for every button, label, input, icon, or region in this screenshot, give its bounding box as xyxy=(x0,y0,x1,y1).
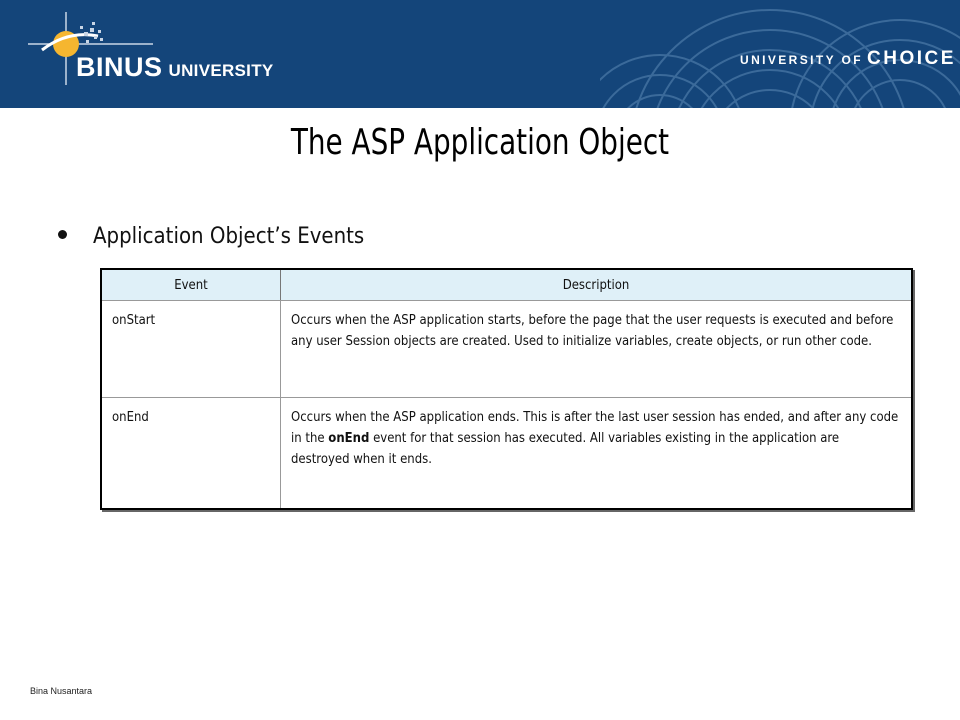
description-cell xyxy=(281,398,913,510)
description-cell: Occurs when the ASP application starts, before the page that the user requests is executed and before any user Session objects are created. Used to initialize variables, create objects, or run other code. xyxy=(281,301,913,398)
column-header-event: Event xyxy=(101,269,281,301)
bullet-icon xyxy=(58,230,67,239)
description-text-before: Occurs when the ASP application ends. This is after the last user session has ended, and after any code in the xyxy=(291,410,899,446)
description-text-after: event for that session has executed. All variables existing in the application are destroyed when it ends. xyxy=(291,431,840,467)
table-header-row xyxy=(101,269,912,301)
table-row xyxy=(101,301,912,398)
tagline-emphasis: CHOICE xyxy=(867,48,956,69)
event-cell: onEnd xyxy=(101,398,281,510)
event-cell: onStart xyxy=(101,301,281,398)
column-header-description: Description xyxy=(281,269,913,301)
slide-title: The ASP Application Object xyxy=(290,122,670,163)
university-name xyxy=(76,52,274,83)
description-bold-term: onEnd xyxy=(328,431,370,446)
tagline-prefix: UNIVERSITY OF xyxy=(740,53,863,67)
logo-sub-text: UNIVERSITY xyxy=(168,61,274,80)
bullet-item xyxy=(58,224,364,249)
table-row xyxy=(101,398,912,510)
bullet-text: Application Object’s Events xyxy=(93,224,365,249)
footer-text: Bina Nusantara xyxy=(30,686,93,696)
header-banner xyxy=(0,0,960,108)
events-table xyxy=(100,268,913,510)
tagline xyxy=(740,48,956,70)
logo-main-text: BINUS xyxy=(76,52,163,82)
